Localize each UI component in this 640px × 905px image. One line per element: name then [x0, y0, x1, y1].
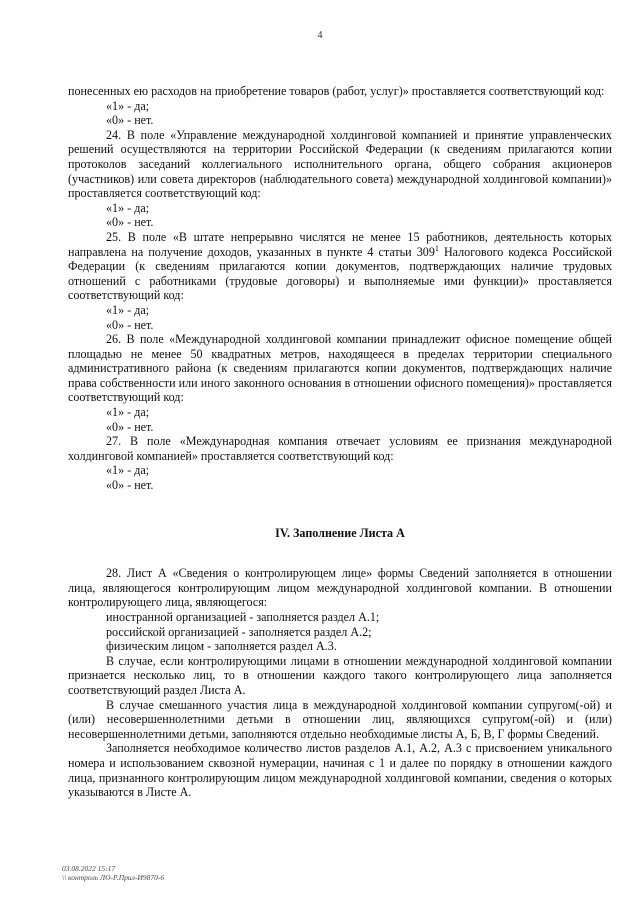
paragraph [68, 610, 612, 625]
paragraph-text: «1» - да; [106, 302, 150, 317]
paragraph-text: «1» - да; [106, 463, 150, 478]
paragraph [68, 128, 612, 201]
paragraph-text: 24. В поле «Управление международной холдинговой компанией и принятие управленческих решений осуществляются на территории Российской Федерации (к сведениям прилагаются копии протоколов заседаний коллегиального исполнительного органа, общего собрания акционеров (участников) или совета директоров (наблюдательного совета) международной холдинговой компании)» проставляется соответствующий код: [68, 127, 612, 201]
document-body [68, 84, 612, 800]
paragraph-text: «0» - нет. [106, 478, 154, 493]
paragraph [68, 698, 612, 742]
paragraph-text: Заполняется необходимое количество листов разделов А.1, А.2, А.3 с присвоением уникального номера и использованием сквозной нумерации, начиная с 1 и далее по порядку в отношении каждого лица, признанного контролирующим лицом международной холдинговой компании, сведения о которых указываются в Листе А. [68, 741, 612, 800]
code-option [68, 318, 612, 333]
paragraph-text-cont: Налогового кодекса Российской Федерации (к сведениям прилагаются копии документов, подтверждающих наличие трудовых отношений с работниками (трудовые договоры) и выполняемые ими функции)» проставляется соответствующий код: [68, 244, 612, 303]
paragraph-text: 28. Лист А «Сведения о контролирующем лице» формы Сведений заполняется в отношении лица, являющегося контролирующим лицом международной холдинговой компании. В отношении контролирующего лица, являющегося: [68, 566, 612, 610]
paragraph-text: 26. В поле «Международной холдинговой компании принадлежит офисное помещение общей площадью не менее 50 квадратных метров, находящееся в пределах территории специального административного района (к сведениям прилагаются копии документов, подтверждающих наличие права собственности или иного законного основания в отношении офисного помещения)» проставляется соответствующий код: [68, 332, 612, 405]
code-option [68, 420, 612, 435]
paragraph-text: В случае, если контролирующими лицами в отношении международной холдинговой компании признается несколько лиц, то в отношении каждого такого контролирующего лица заполняется соответствующий раздел Листа А. [68, 653, 612, 697]
paragraph [68, 84, 612, 99]
paragraph-text: «0» - нет. [106, 419, 154, 434]
paragraph-text: IV. Заполнение Листа А [275, 525, 405, 540]
code-option [68, 463, 612, 478]
paragraph-text: 27. В поле «Международная компания отвечает условиям ее признания международной холдинговой компанией» проставляется соответствующий код: [68, 434, 612, 463]
paragraph-text: физическим лицом - заполняется раздел А.3. [106, 639, 337, 654]
paragraph [68, 434, 612, 463]
paragraph-text: 25. В поле «В штате непрерывно числятся не менее 15 работников, деятельность которых направлена на получение доходов, указанных в пункте 4 статьи 309 [68, 229, 612, 259]
section-heading [68, 526, 612, 541]
footer-stamp [62, 864, 164, 882]
paragraph-text: «1» - да; [106, 98, 150, 113]
paragraph-text: «1» - да; [106, 200, 150, 215]
paragraph [68, 332, 612, 405]
superscript: 1 [434, 243, 439, 253]
footer-timestamp: 03.08.2022 15:17 [62, 864, 116, 873]
paragraph-text: «0» - нет. [106, 113, 154, 128]
paragraph [68, 741, 612, 799]
paragraph [68, 230, 612, 303]
code-option [68, 99, 612, 114]
paragraph [68, 566, 612, 610]
paragraph-text: В случае смешанного участия лица в международной холдинговой компании супругом(-ой) и (или) несовершеннолетними детьми в отношении лиц, являющихся супругом(-ой) и (или) несовершеннолетними детьми, заполняются отдельно необходимые листы А, Б, В, Г формы Сведений. [68, 697, 612, 741]
paragraph-text: «0» - нет. [106, 215, 154, 230]
paragraph-text: российской организацией - заполняется раздел А.2; [106, 624, 372, 639]
paragraph [68, 625, 612, 640]
paragraph-text: понесенных ею расходов на приобретение товаров (работ, услуг)» проставляется соответствующий код: [68, 84, 605, 98]
code-option [68, 201, 612, 216]
code-option [68, 215, 612, 230]
paragraph-text: «1» - да; [106, 405, 150, 420]
paragraph [68, 639, 612, 654]
code-option [68, 478, 612, 493]
paragraph-text: «0» - нет. [106, 317, 154, 332]
code-option [68, 113, 612, 128]
paragraph-text: иностранной организацией - заполняется раздел А.1; [106, 610, 380, 624]
paragraph [68, 654, 612, 698]
code-option [68, 303, 612, 318]
code-option [68, 405, 612, 420]
footer-doc-path: \\ контроль ЛО-Р.Прил-И9870-6 [62, 873, 165, 882]
page-number: 4 [317, 30, 323, 41]
